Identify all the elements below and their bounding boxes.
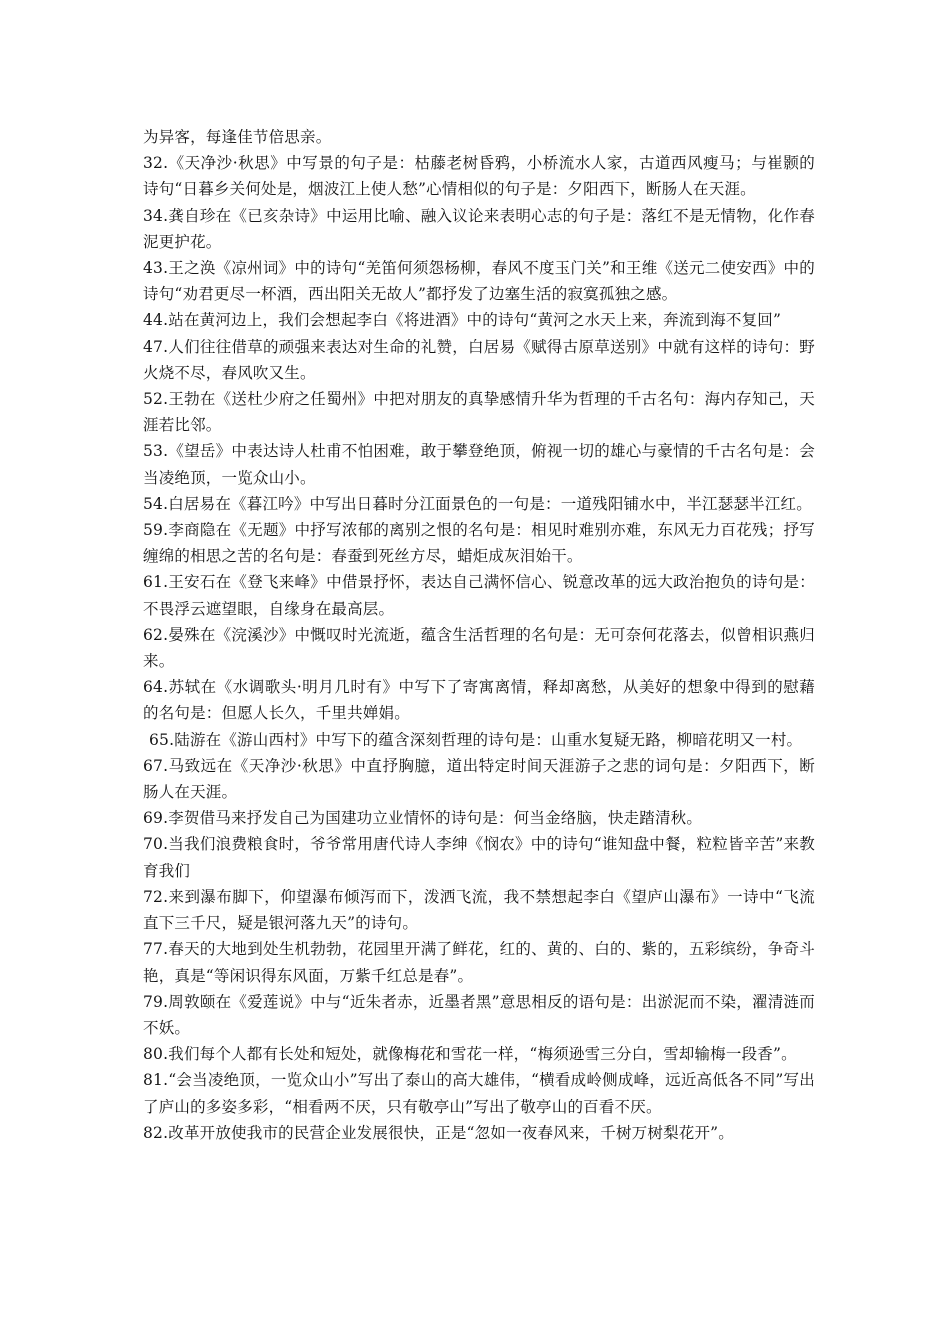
paragraph: 34.龚自珍在《已亥杂诗》中运用比喻、融入议论来表明心志的句子是：落红不是无情物，化作春泥更护花。 <box>143 206 815 251</box>
paragraph: 82.改革开放使我市的民营企业发展很快，正是“忽如一夜春风来，千树万树梨花开”。 <box>143 1123 735 1142</box>
paragraph: 69.李贺借马来抒发自己为国建功立业情怀的诗句是：何当金络脑，快走踏清秋。 <box>143 809 703 828</box>
paragraph: 77.春天的大地到处生机勃勃，花园里开满了鲜花，红的、黄的、白的、紫的，五彩缤纷，争奇斗艳，真是“等闲识得东风面，万紫千红总是春”。 <box>143 940 815 985</box>
paragraph: 44.站在黄河边上，我们会想起李白《将进酒》中的诗句“黄河之水天上来，奔流到海不复回” <box>143 311 782 330</box>
paragraph: 67.马致远在《天净沙·秋思》中直抒胸臆，道出特定时间天涯游子之悲的词句是：夕阳西下，断肠人在天涯。 <box>143 756 815 802</box>
paragraph: 81.“会当凌绝顶，一览众山小”写出了泰山的高大雄伟，“横看成岭侧成峰，远近高低各不同”写出了庐山的多姿多彩，“相看两不厌，只有敬亭山”写出了敬亭山的百看不厌。 <box>143 1071 815 1116</box>
paragraph: 52.王勃在《送杜少府之任蜀州》中把对朋友的真挚感情升华为哲理的千古名句：海内存知己，天涯若比邻。 <box>143 390 815 435</box>
paragraph: 80.我们每个人都有长处和短处，就像梅花和雪花一样，“梅须逊雪三分白，雪却输梅一段香”。 <box>143 1045 797 1064</box>
paragraph: 61.王安石在《登飞来峰》中借景抒怀，表达自己满怀信心、锐意改革的远大政治抱负的诗句是：不畏浮云遮望眼，自缘身在最高层。 <box>143 573 815 618</box>
paragraph: 62.晏殊在《浣溪沙》中慨叹时光流逝，蕴含生活哲理的名句是：无可奈何花落去，似曾相识燕归来。 <box>143 625 815 671</box>
paragraph: 65.陆游在《游山西村》中写下的蕴含深刻哲理的诗句是：山重水复疑无路，柳暗花明又一村。 <box>149 730 803 749</box>
paragraph: 54.白居易在《暮江吟》中写出日暮时分江面景色的一句是：一道残阳铺水中，半江瑟瑟半江红。 <box>143 494 812 513</box>
paragraph: 53.《望岳》中表达诗人杜甫不怕困难，敢于攀登绝顶，俯视一切的雄心与豪情的千古名句是：会当凌绝顶，一览众山小。 <box>143 442 815 487</box>
paragraph: 43.王之涣《凉州词》中的诗句“羌笛何须怨杨柳，春风不度玉门关”和王维《送元二使安西》中的诗句“劝君更尽一杯酒，西出阳关无故人”都抒发了边塞生活的寂寞孤独之感。 <box>143 259 815 304</box>
paragraph: 70.当我们浪费粮食时，爷爷常用唐代诗人李绅《悯农》中的诗句“谁知盘中餐，粒粒皆辛苦”来教育我们 <box>143 835 815 880</box>
paragraph: 32.《天净沙·秋思》中写景的句子是：枯藤老树昏鸦，小桥流水人家，古道西风瘦马；与崔颢的诗句“日暮乡关何处是，烟波江上使人愁”心情相似的句子是：夕阳西下，断肠人在天涯。 <box>143 154 815 199</box>
paragraph: 59.李商隐在《无题》中抒写浓郁的离别之恨的名句是：相见时难别亦难，东风无力百花残；抒写缠绵的相思之苦的名句是：春蚕到死丝方尽，蜡炬成灰泪始干。 <box>143 521 815 566</box>
document-body <box>143 124 815 1146</box>
paragraph: 为异客，每逢佳节倍思亲。 <box>143 128 332 146</box>
paragraph: 47.人们往往借草的顽强来表达对生命的礼赞，白居易《赋得古原草送别》中就有这样的诗句：野火烧不尽，春风吹又生。 <box>143 337 815 382</box>
paragraph: 72.来到瀑布脚下，仰望瀑布倾泻而下，泼洒飞流，我不禁想起李白《望庐山瀑布》一诗中“飞流直下三千尺，疑是银河落九天”的诗句。 <box>143 887 815 933</box>
paragraph: 64.苏轼在《水调歌头·明月几时有》中写下了寄寓离情，释却离愁，从美好的想象中得到的慰藉的名句是：但愿人长久，千里共婵娟。 <box>143 678 815 723</box>
paragraph: 79.周敦颐在《爱莲说》中与“近朱者赤，近墨者黑”意思相反的语句是：出淤泥而不染，濯清涟而不妖。 <box>143 992 815 1037</box>
